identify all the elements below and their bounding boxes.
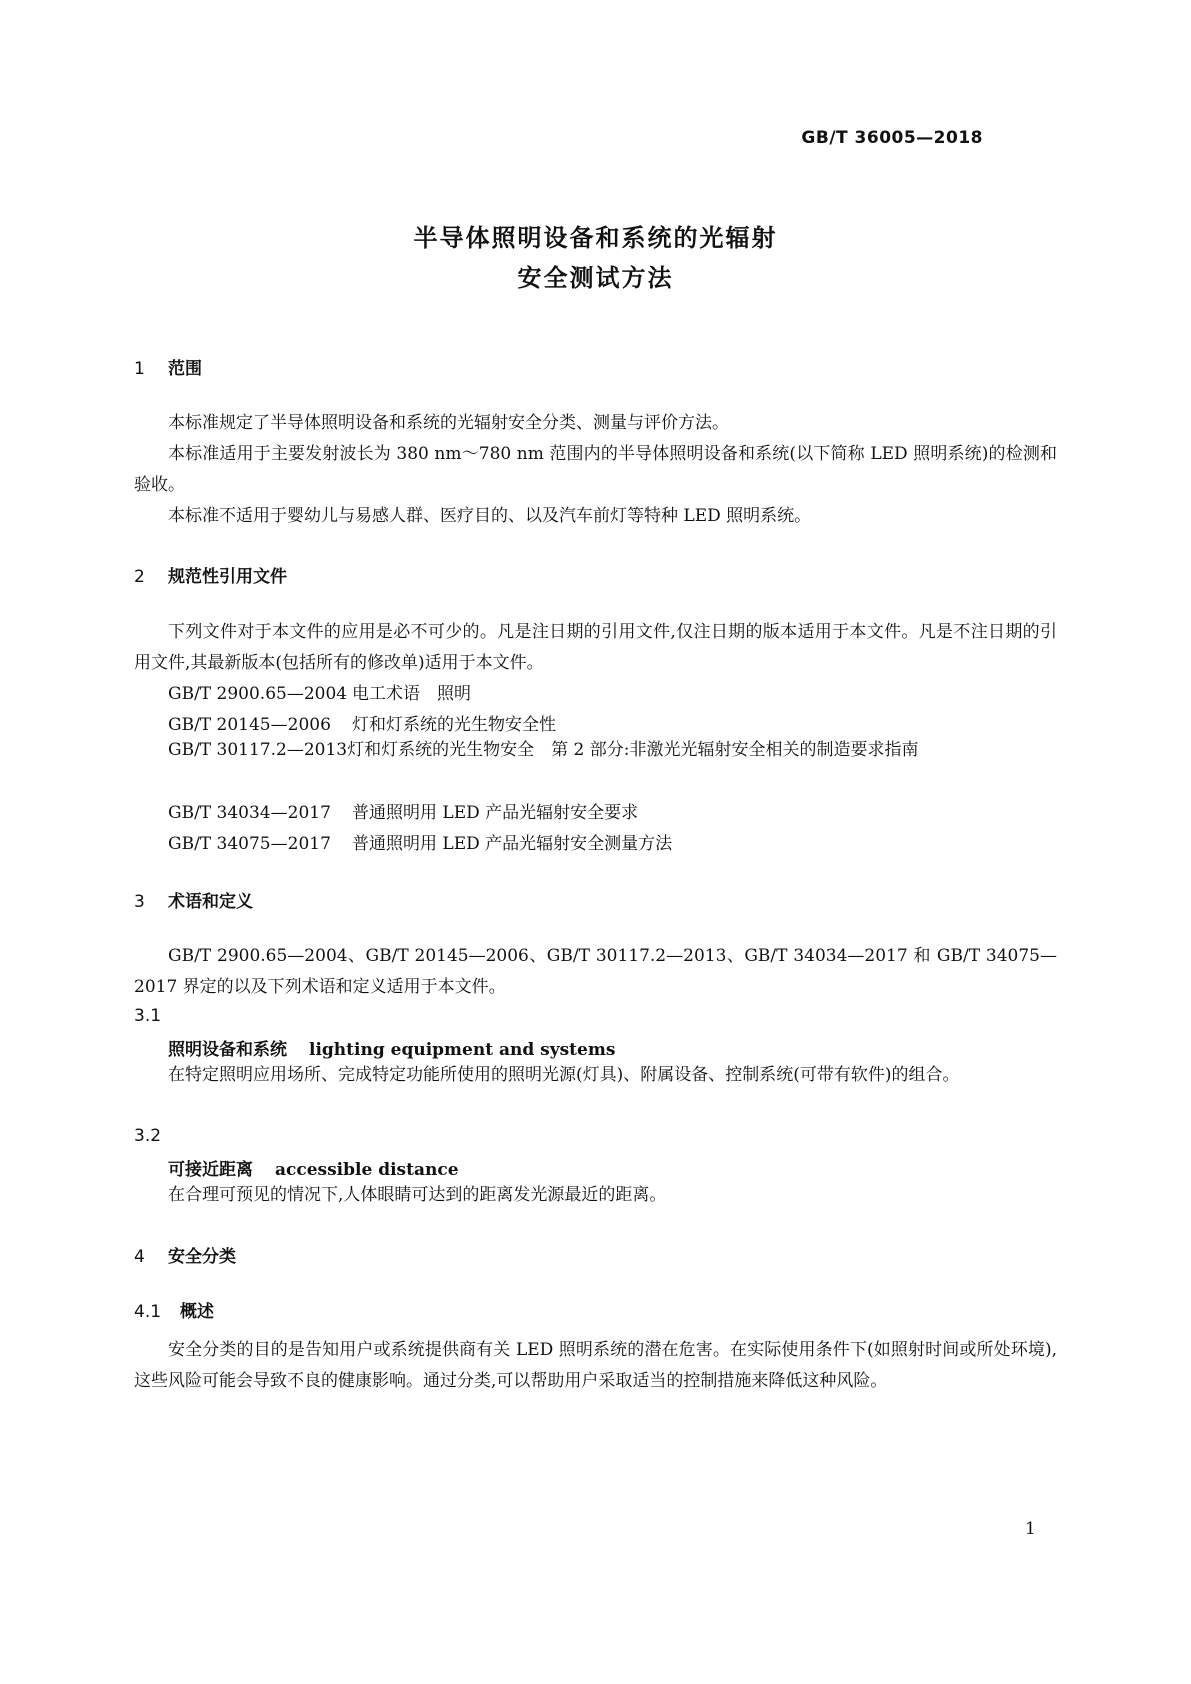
reference-title: 灯和灯系统的光生物安全 第 2 部分:非激光光辐射安全相关的制造要求指南: [347, 740, 919, 760]
section-title: 范围: [168, 359, 202, 379]
reference-title: 普通照明用 LED 产品光辐射安全测量方法: [352, 834, 673, 854]
reference-title: 灯和灯系统的光生物安全性: [352, 715, 556, 735]
term-number: 3.1: [134, 1006, 162, 1026]
section-1-para-3: 本标准不适用于婴幼儿与易感人群、医疗目的、以及汽车前灯等特种 LED 照明系统。: [168, 506, 812, 526]
reference-title: 普通照明用 LED 产品光辐射安全要求: [352, 803, 639, 823]
term-definition: 在合理可预见的情况下,人体眼睛可达到的距离发光源最近的距离。: [168, 1185, 667, 1205]
section-number: 3: [134, 892, 145, 912]
subsection-number: 4.1: [134, 1302, 162, 1322]
term-en: lighting equipment and systems: [309, 1040, 616, 1060]
term-zh: 可接近距离: [168, 1160, 253, 1180]
subsection-title: 概述: [180, 1302, 214, 1322]
document-title-line2: 安全测试方法: [517, 264, 674, 292]
section-1-para-1: 本标准规定了半导体照明设备和系统的光辐射安全分类、测量与评价方法。: [168, 413, 729, 433]
term-heading: [168, 1155, 459, 1180]
section-2-intro: 下列文件对于本文件的应用是必不可少的。凡是注日期的引用文件,仅注日期的版本适用于本文件。凡是不注日期的引用文件,其最新版本(包括所有的修改单)适用于本文件。: [134, 622, 1057, 673]
reference-code: GB/T 20145—2006: [168, 715, 331, 735]
section-2-heading: [134, 562, 287, 587]
section-number: 2: [134, 567, 145, 587]
section-title: 安全分类: [168, 1247, 236, 1267]
section-1-heading: [134, 354, 202, 379]
section-3-intro: GB/T 2900.65—2004、GB/T 20145—2006、GB/T 30117.2—2013、GB/T 34034—2017 和 GB/T 34075—2017 界定的以及下列术语和定义适用于本文件。: [134, 946, 1057, 997]
subsection-4-1-para: 安全分类的目的是告知用户或系统提供商有关 LED 照明系统的潜在危害。在实际使用条件下(如照射时间或所处环境),这些风险可能会导致不良的健康影响。通过分类,可以帮助用户采取适当的控制措施来降低这种风险。: [134, 1340, 1057, 1391]
section-3-heading: [134, 887, 253, 912]
term-definition: 在特定照明应用场所、完成特定功能所使用的照明光源(灯具)、附属设备、控制系统(可带有软件)的组合。: [168, 1065, 960, 1085]
term-en: accessible distance: [275, 1160, 459, 1180]
section-1-para-2: 本标准适用于主要发射波长为 380 nm～780 nm 范围内的半导体照明设备和系统(以下简称 LED 照明系统)的检测和验收。: [134, 444, 1057, 495]
document-title-line1: 半导体照明设备和系统的光辐射: [413, 224, 778, 252]
subsection-4-1-heading: [134, 1297, 214, 1322]
reference-code: GB/T 34034—2017: [168, 803, 331, 823]
reference-title: 电工术语 照明: [352, 684, 471, 704]
reference-code: GB/T 30117.2—2013: [168, 740, 348, 760]
reference-item: [168, 710, 556, 735]
section-number: 4: [134, 1247, 145, 1267]
section-number: 1: [134, 359, 145, 379]
standard-number: GB/T 36005—2018: [801, 128, 983, 148]
term-heading: [168, 1035, 615, 1060]
term-zh: 照明设备和系统: [168, 1040, 287, 1060]
reference-item: [168, 798, 638, 823]
reference-code: GB/T 34075—2017: [168, 834, 331, 854]
page-number: 1: [1025, 1519, 1036, 1539]
reference-item: [168, 679, 471, 704]
section-title: 术语和定义: [168, 892, 253, 912]
section-4-heading: [134, 1242, 236, 1267]
section-title: 规范性引用文件: [168, 567, 287, 587]
reference-item: [134, 735, 1057, 766]
reference-item: [168, 829, 672, 854]
term-number: 3.2: [134, 1126, 162, 1146]
reference-code: GB/T 2900.65—2004: [168, 684, 348, 704]
